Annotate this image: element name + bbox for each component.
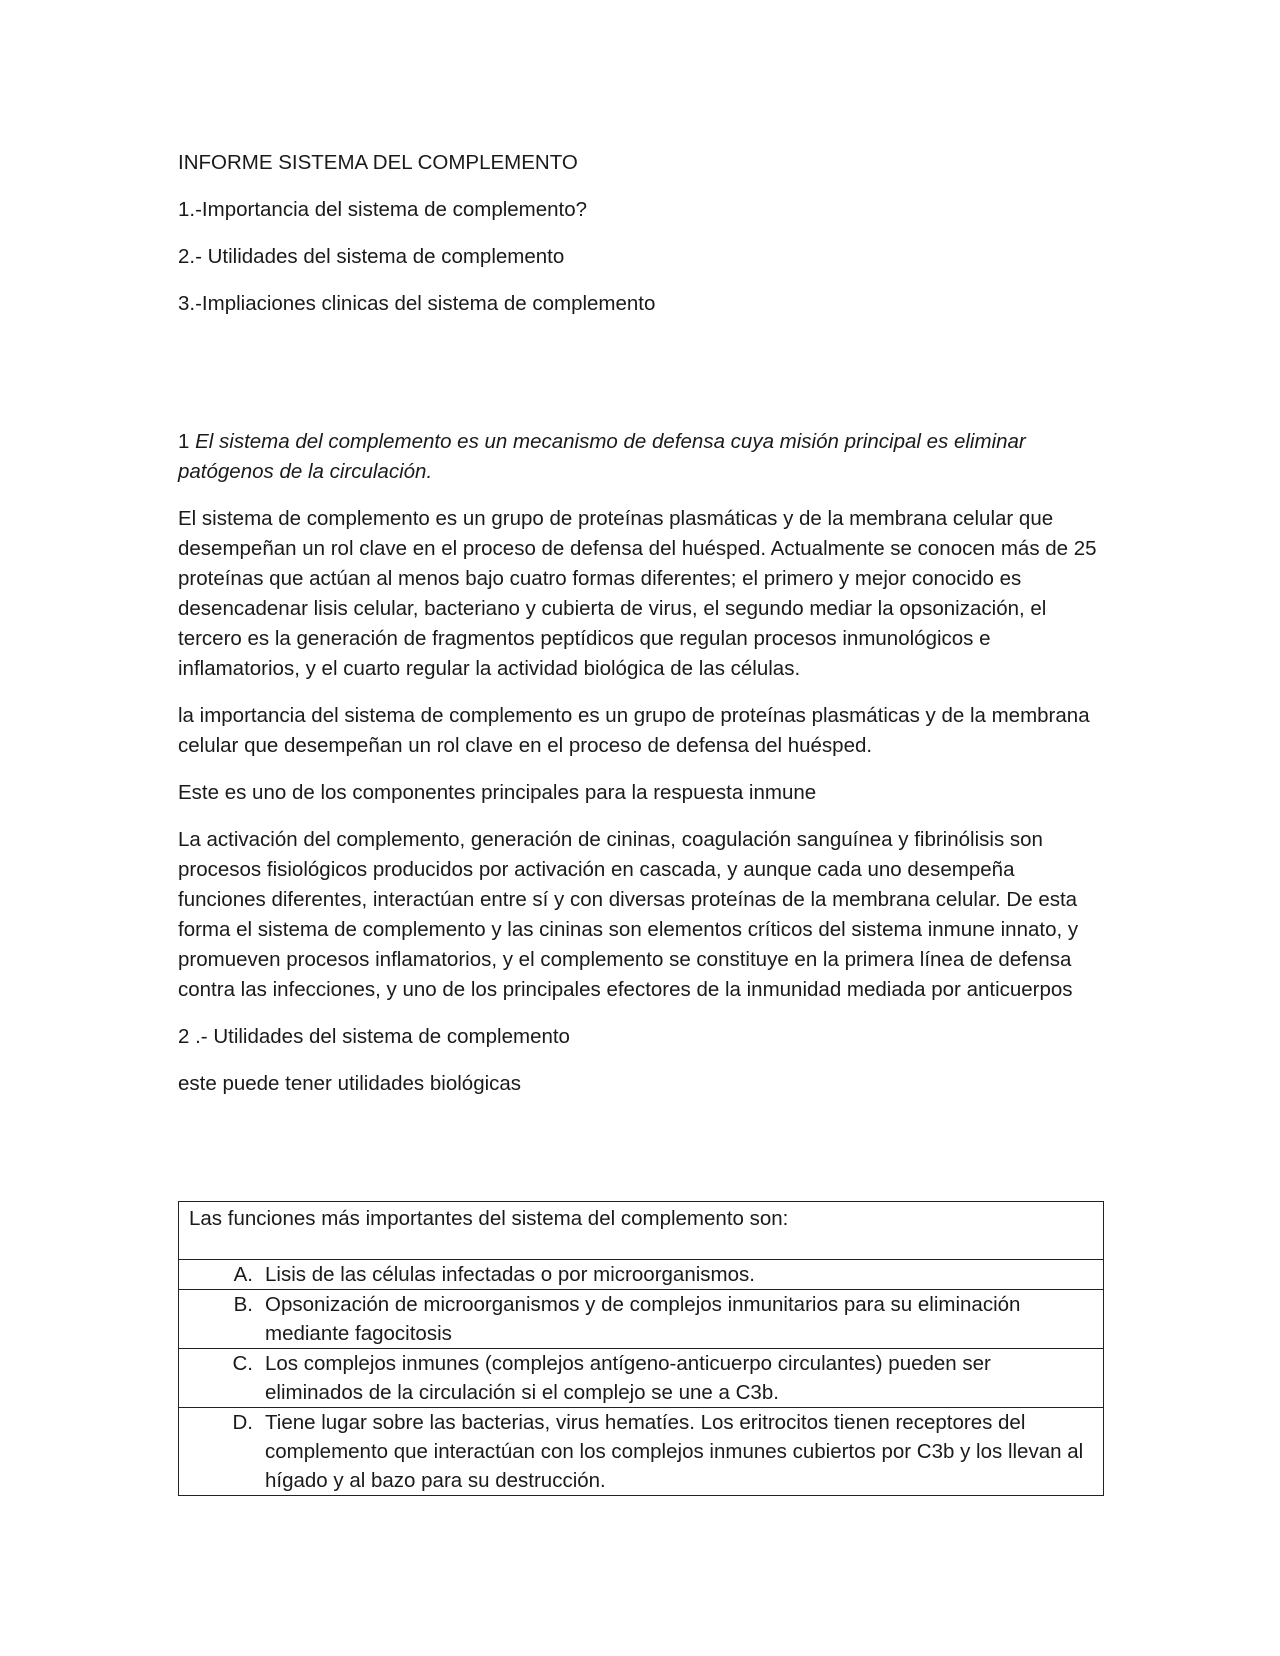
document-body <box>178 148 1103 1116</box>
functions-table <box>178 1201 1104 1496</box>
section-2-text: este puede tener utilidades biológicas <box>178 1072 522 1095</box>
section-1-paragraph: La activación del complemento, generación de cininas, coagulación sanguínea y fibrinólisis son procesos fisiológicos producidos por activación en cascada, y aunque cada uno desempeña funciones diferentes, interactúan entre sí y con diversas proteínas de la membrana celular. De esta forma el sistema de complemento y las cininas son elementos críticos del sistema inmune innato, y promueven procesos inflamatorios, y el complemento se constituye en la primera línea de defensa contra las infecciones, y uno de los principales efectores de la inmunidad mediada por anticuerpos <box>178 828 1079 1001</box>
list-marker: A. <box>233 1263 253 1286</box>
list-item-text: Los complejos inmunes (complejos antígeno-anticuerpo circulantes) pueden ser eliminados de la circulación si el complejo se une a C3b. <box>265 1352 991 1404</box>
document-title: INFORME SISTEMA DEL COMPLEMENTO <box>178 151 578 174</box>
list-item-text: Opsonización de microorganismos y de complejos inmunitarios para su eliminación mediante fagocitosis <box>265 1293 1021 1345</box>
section-2-heading: 2 .- Utilidades del sistema de complemento <box>178 1025 570 1048</box>
table-cell <box>179 1290 1104 1349</box>
table-cell <box>179 1349 1104 1408</box>
question-1: 1.-Importancia del sistema de complemento? <box>178 198 588 221</box>
question-3: 3.-Impliaciones clinicas del sistema de complemento <box>178 292 656 315</box>
table-cell <box>179 1408 1104 1496</box>
table-row <box>179 1260 1104 1290</box>
section-1-intro <box>178 427 1103 487</box>
question-2: 2.- Utilidades del sistema de complemento <box>178 245 565 268</box>
list-marker: B. <box>233 1293 253 1316</box>
section-1-number: 1 <box>178 430 190 453</box>
table-header-cell: Las funciones más importantes del sistema del complemento son: <box>179 1202 1104 1260</box>
blank-space <box>178 336 1103 427</box>
list-marker: C. <box>232 1352 253 1375</box>
section-1-paragraph: la importancia del sistema de complemento es un grupo de proteínas plasmáticas y de la membrana celular que desempeñan un rol clave en el proceso de defensa del huésped. <box>178 704 1090 757</box>
section-1-paragraph: El sistema de complemento es un grupo de proteínas plasmáticas y de la membrana celular que desempeñan un rol clave en el proceso de defensa del huésped. Actualmente se conocen más de 25 proteínas que actúan al menos bajo cuatro formas diferentes; el primero y mejor conocido es desencadenar lisis celular, bacteriano y cubierta de virus, el segundo mediar la opsonización, el tercero es la generación de fragmentos peptídicos que regulan procesos inmunológicos e inflamatorios, y el cuarto regular la actividad biológica de las células. <box>178 507 1097 680</box>
section-1-paragraph: Este es uno de los componentes principales para la respuesta inmune <box>178 781 817 804</box>
table-header-row <box>179 1202 1104 1260</box>
section-1-italic-intro: El sistema del complemento es un mecanismo de defensa cuya misión principal es eliminar patógenos de la circulación. <box>178 430 1026 483</box>
list-item-text: Lisis de las células infectadas o por microorganismos. <box>265 1263 755 1286</box>
table-row <box>179 1349 1104 1408</box>
functions-table-wrapper <box>178 1201 1104 1496</box>
list-marker: D. <box>232 1411 253 1434</box>
table-row <box>179 1408 1104 1496</box>
table-row <box>179 1290 1104 1349</box>
table-cell <box>179 1260 1104 1290</box>
list-item-text: Tiene lugar sobre las bacterias, virus hematíes. Los eritrocitos tienen receptores del complemento que interactúan con los complejos inmunes cubiertos por C3b y los llevan al hígado y al bazo para su destrucción. <box>265 1411 1084 1492</box>
